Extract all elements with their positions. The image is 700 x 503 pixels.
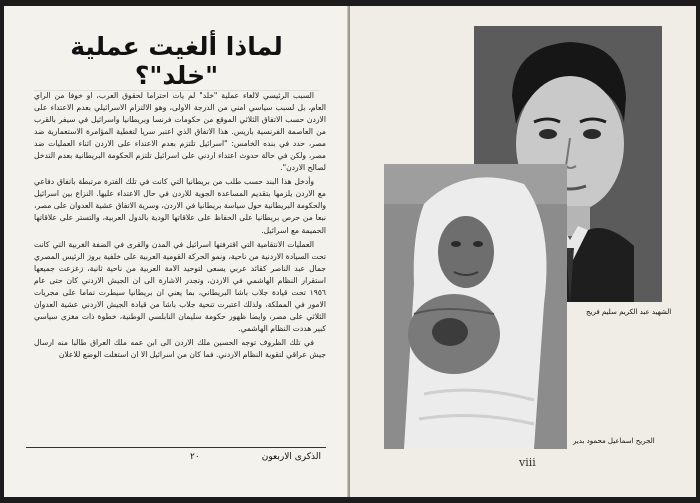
paragraph-1: السبب الرئيسي لالغاء عملية "خلد" لم يات احتراما لحقوق العرب، او خوفا من الراي العام، بل لسبب سياسي امني من الدرجة الاولى، وهو الالتزام الاسرائيلي بعدم الاعتداء على الاردن حسب الاتفاق الثلاثي الموقع من حكومات فرنسا وبريطانيا واسرائيل في سيفر بالقرب من العاصمة الفرنسية باريس. هذا الاتفاق الذي اعتبر سريا لتغطية المؤامرة الاستعمارية ضد مصر، حدد في بنده الخامس: "اسرائيل تلتزم بعدم الاعتداء على الاردن اثناء العمليات ضد مصر، ولكن في حالة حدوث اعتداء اردني على اسرائيل تلتزم الحكومة البريطانية بعدم التدخل لصالح الاردن".	[34, 91, 326, 173]
article-body	[34, 90, 326, 363]
book-spread	[4, 6, 696, 497]
caption-martyr: الشهيد عبد الكريم سليم فريج	[586, 308, 672, 316]
right-page	[350, 6, 696, 497]
paragraph-4: في تلك الظروف توجه الحسين ملك الاردن الى ابن عمه ملك العراق طالبا منه ارسال جيش عراقي لتقوية النظام الاردني. فما كان من اسرائيل الا ان استغلت الوضع للاعلان	[34, 337, 326, 359]
footer-page-number: ٢٠	[190, 452, 200, 462]
footer-rule	[26, 447, 326, 448]
page-title: لماذا ألغيت عملية "خلد"؟	[34, 32, 319, 91]
wounded-man-photo	[384, 164, 567, 449]
footer-book-title: الذكرى الاربعون	[261, 452, 321, 462]
wounded-illustration	[384, 164, 567, 449]
caption-wounded: الجريح اسماعيل محمود بدير	[573, 437, 655, 445]
paragraph-2: وأدخل هذا البند حسب طلب من بريطانيا التي كانت في تلك الفترة مرتبطة باتفاق دفاعي مع الاردن يلزمها بتقديم المساعدة الجوية للاردن في حال الاعتداء عليها. النزاع بين اسرائيل والحكومة البريطانية حول سياسة بريطانيا في الاردن، وسرية الاتفاق عشية العدوان على مصر، نبعا من حرص بريطانيا على الحفاظ على علاقاتها الودية بالدول العربية، والتستر على علاقاتها الحميمة مع اسرائيل.	[34, 177, 326, 235]
left-page	[4, 6, 349, 497]
right-page-number: viii	[519, 456, 536, 469]
paragraph-3: العمليات الانتقامية التي اقترفتها اسرائيل في المدن والقرى في الضفة الغربية التي كانت تحت السيادة الاردنية من ناحية، ونمو الحركة القومية العربية على خلفية بروز الرئيس المصري جمال عبد الناصر كقائد عربي يسعى لتوحيد الامة العربية من ناحية ثانية، زعزعت جميعها استقرار النظام الهاشمي في الاردن، وتجدر الاشارة الى ان الجيش الاردني كان حتى عام ١٩٥٦ تحت قيادة جلاب باشا البريطاني، بما يعني ان بريطانيا سيطرت تماما على مجريات الامور في المملكة، ولذلك اعتبرت تنحية جلاب باشا من قيادة الجيش الاردني عشية العدوان الثلاثي على مصر، وايضا ظهور حكومة سليمان النابلسي الوطنية، خطوة ذات مغزى سياسي كبير هددت النظام الهاشمي.	[34, 239, 326, 333]
